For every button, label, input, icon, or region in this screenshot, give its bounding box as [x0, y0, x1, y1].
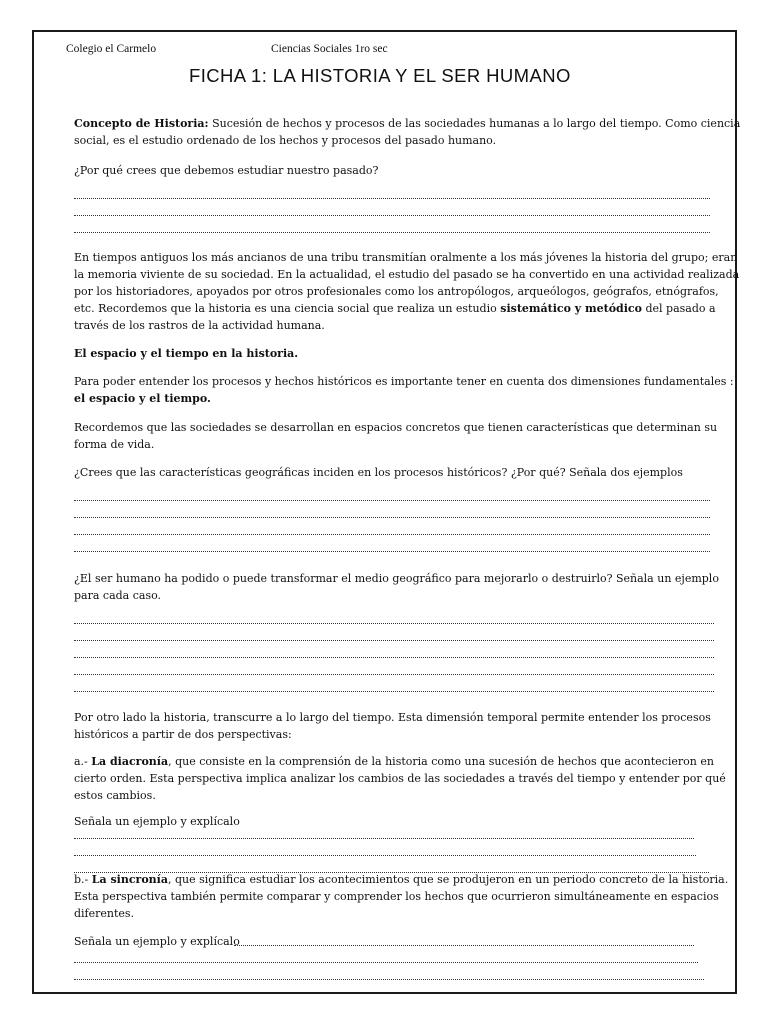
paragraph-line: En tiempos antiguos los más ancianos de una tribu transmitían oralmente a los más jóvenes la historia del grupo; eran: [74, 251, 738, 264]
question-3-line-1: ¿El ser humano ha podido o puede transformar el medio geográfico para mejorarlo o destruirlo? Señala un ejemplo: [74, 572, 719, 585]
paragraph-line: el espacio y el tiempo.: [74, 392, 211, 405]
paragraph-line: históricos a partir de dos perspectivas:: [74, 728, 292, 741]
school-name: Colegio el Carmelo: [66, 43, 157, 55]
answer-line[interactable]: [74, 215, 710, 216]
answer-line[interactable]: [74, 534, 710, 535]
paragraph-line: diferentes.: [74, 907, 135, 920]
course-name: Ciencias Sociales 1ro sec: [271, 43, 388, 55]
question-1: ¿Por qué crees que debemos estudiar nuestro pasado?: [74, 164, 379, 177]
paragraph-line: por los historiadores, apoyados por otros profesionales como los antropólogos, arqueólogos, geógrafos, etnógrafos,: [74, 285, 719, 298]
answer-line[interactable]: [74, 855, 696, 856]
sincronia-prompt: Señala un ejemplo y explícalo: [74, 935, 240, 948]
answer-line[interactable]: [74, 838, 694, 839]
concept-line-1: [74, 115, 740, 132]
question-3-line-2: para cada caso.: [74, 589, 162, 602]
paragraph-line: Para poder entender los procesos y hechos históricos es importante tener en cuenta dos dimensiones fundamentales :: [74, 375, 734, 388]
paragraph-line: Esta perspectiva también permite comparar y comprender los hechos que ocurrieron simultáneamente en espacios: [74, 890, 719, 903]
answer-line[interactable]: [74, 691, 714, 692]
answer-line[interactable]: [74, 198, 710, 199]
paragraph-text: del pasado a: [641, 302, 716, 315]
answer-line[interactable]: [74, 232, 710, 233]
answer-line[interactable]: [74, 979, 704, 980]
sincronia-text: , que significa estudiar los acontecimientos que se produjeron en un periodo concreto de la historia.: [167, 873, 729, 886]
concept-label: Concepto de Historia:: [74, 117, 209, 130]
answer-line[interactable]: [74, 962, 698, 963]
paragraph-line: forma de vida.: [74, 438, 155, 451]
sincronia-line-1: [74, 871, 728, 888]
diacronia-label: La diacronía: [91, 755, 169, 768]
emphasis-text: sistemático y metódico: [500, 302, 642, 315]
answer-line[interactable]: [74, 517, 710, 518]
answer-line[interactable]: [74, 657, 714, 658]
answer-line[interactable]: [74, 674, 714, 675]
diacronia-prompt: Señala un ejemplo y explícalo: [74, 815, 240, 828]
paragraph-line: cierto orden. Esta perspectiva implica analizar los cambios de las sociedades a través del tiempo y entender por qué: [74, 772, 726, 785]
diacronia-text: , que consiste en la comprensión de la historia como una sucesión de hechos que acontecieron en: [168, 755, 714, 768]
paragraph-line: [74, 300, 716, 317]
paragraph-text: etc. Recordemos que la historia es una ciencia social que realiza un estudio: [74, 302, 501, 315]
concept-line-2: social, es el estudio ordenado de los hechos y procesos del pasado humano.: [74, 134, 497, 147]
answer-line[interactable]: [74, 551, 710, 552]
answer-line[interactable]: [74, 640, 714, 641]
paragraph-line: estos cambios.: [74, 789, 156, 802]
answer-line[interactable]: [74, 623, 714, 624]
answer-line[interactable]: [74, 500, 710, 501]
section-heading: El espacio y el tiempo en la historia.: [74, 347, 299, 360]
page-title: FICHA 1: LA HISTORIA Y EL SER HUMANO: [189, 65, 571, 86]
item-prefix: b.-: [74, 873, 92, 886]
sincronia-label: La sincronía: [91, 873, 168, 886]
paragraph-line: Por otro lado la historia, transcurre a lo largo del tiempo. Esta dimensión temporal permite entender los procesos: [74, 711, 711, 724]
paragraph-line: la memoria viviente de su sociedad. En la actualidad, el estudio del pasado se ha convertido en una actividad realizada: [74, 268, 740, 281]
answer-line[interactable]: [234, 945, 694, 946]
question-2: ¿Crees que las características geográficas inciden en los procesos históricos? ¿Por qué? Señala dos ejemplos: [74, 466, 683, 479]
paragraph-line: Recordemos que las sociedades se desarrollan en espacios concretos que tienen características que determinan su: [74, 421, 718, 434]
item-prefix: a.-: [74, 755, 92, 768]
paragraph-line: través de los rastros de la actividad humana.: [74, 319, 325, 332]
concept-text: Sucesión de hechos y procesos de las sociedades humanas a lo largo del tiempo. Como ciencia: [208, 117, 741, 130]
diacronia-line-1: [74, 753, 714, 770]
